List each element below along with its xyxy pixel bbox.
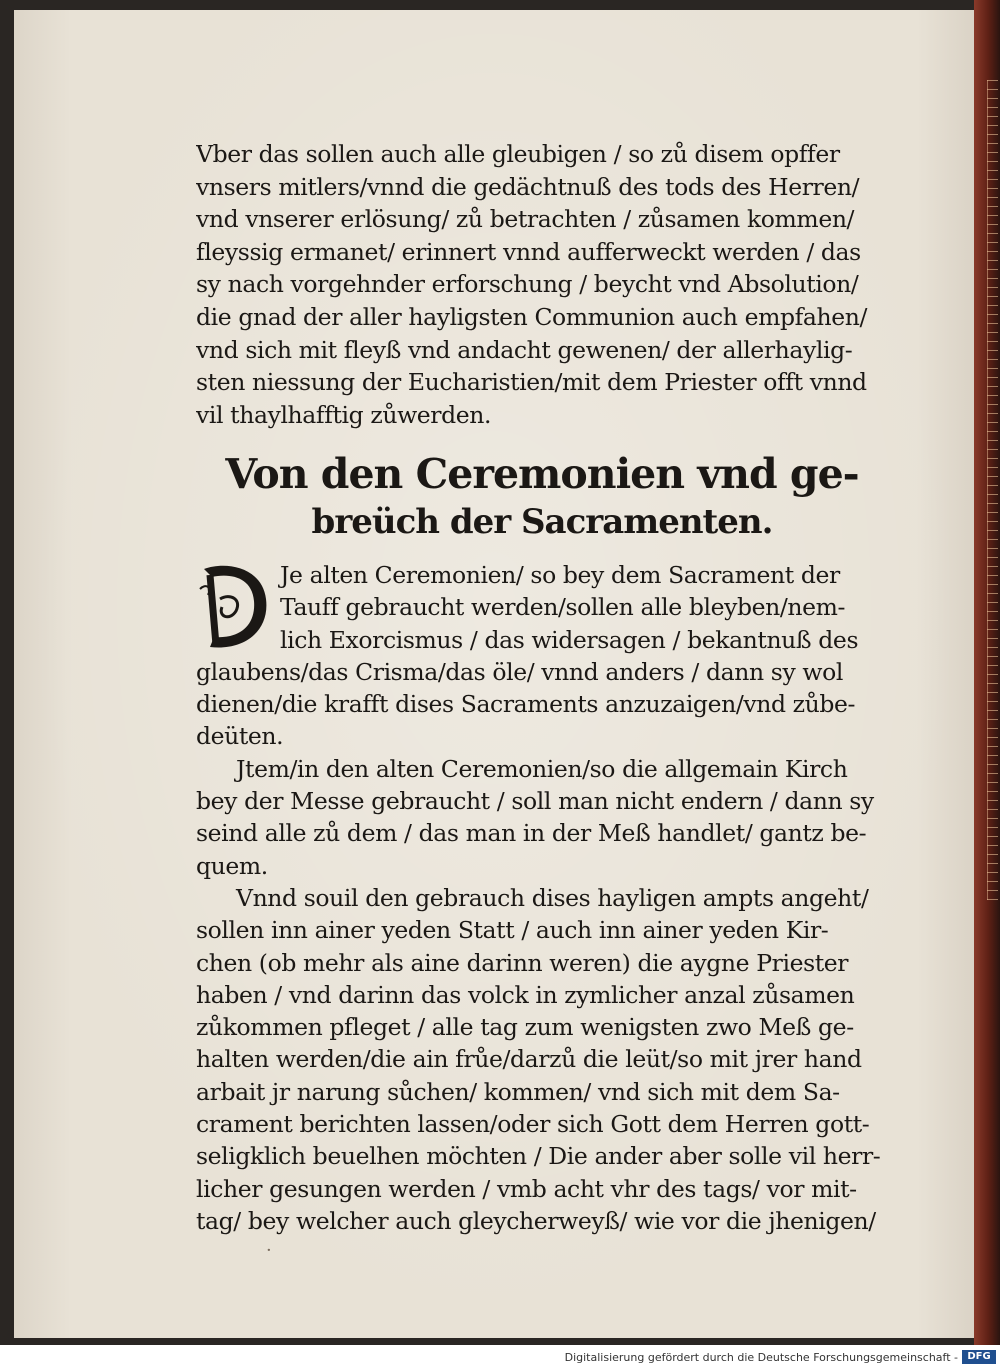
- footer-bar: [0, 1345, 1000, 1369]
- text-line: die gnad der aller hayligsten Communion auch empfahen/: [196, 302, 868, 331]
- text-line: bey der Messe gebraucht / soll man nicht endern / dann sy: [196, 787, 874, 816]
- text-line: sollen inn ainer yeden Statt / auch inn ainer yeden Kir-: [196, 916, 829, 945]
- text-line: seind alle zů dem / das man in der Meß handlet/ gantz be-: [196, 819, 867, 848]
- heading-line: breüch der Sacramenten.: [311, 502, 773, 542]
- text-line: vnd sich mit fleyß vnd andacht gewenen/ der allerhaylig-: [196, 335, 853, 364]
- text-line: Jtem/in den alten Ceremonien/so die allgemain Kirch: [236, 754, 848, 783]
- text-line: Tauff gebraucht werden/sollen alle bleyben/nem-: [280, 593, 846, 622]
- text-line: glaubens/das Crisma/das öle/ vnnd anders / dann sy wol: [196, 657, 843, 686]
- text-line: sy nach vorgehnder erforschung / beycht vnd Absolution/: [196, 270, 859, 299]
- ornamental-initial-d: [196, 559, 274, 655]
- heading-line: Von den Ceremonien vnd ge-: [225, 450, 859, 498]
- text-line: arbait jr narung sůchen/ kommen/ vnd sich mit dem Sa-: [196, 1077, 840, 1106]
- text-line: tag/ bey welcher auch gleycherweyß/ wie vor die jhenigen/: [196, 1206, 876, 1235]
- text-line: halten werden/die ain frůe/darzů die leüt/so mit jrer hand: [196, 1045, 862, 1074]
- text-line: quem.: [196, 851, 268, 880]
- text-line: chen (ob mehr als aine darinn weren) die aygne Priester: [196, 948, 849, 977]
- text-line: fleyssig ermanet/ erinnert vnnd aufferweckt werden / das: [196, 237, 861, 266]
- text-line: vil thaylhafftig zůwerden.: [196, 400, 492, 429]
- text-line: sten niessung der Eucharistien/mit dem Priester offt vnnd: [196, 368, 867, 397]
- section-heading: [196, 448, 888, 544]
- text-line: haben / vnd darinn das volck in zymlicher anzal zůsamen: [196, 980, 855, 1009]
- dfg-logo: DFG: [962, 1350, 996, 1364]
- section-body: [196, 559, 888, 1237]
- text-line: lich Exorcismus / das widersagen / bekantnuß des: [280, 625, 859, 654]
- paper-speck: ·: [266, 1240, 272, 1261]
- body-paragraph: [196, 138, 888, 431]
- text-line: vnd vnserer erlösung/ zů betrachten / zůsamen kommen/: [196, 205, 855, 234]
- text-line: Vber das sollen auch alle gleubigen / so zů disem opffer: [196, 140, 840, 168]
- book-binding-edge: [974, 0, 1000, 1345]
- text-line: Je alten Ceremonien/ so bey dem Sacrament der: [280, 561, 840, 589]
- text-line: deüten.: [196, 722, 284, 751]
- text-line: vnsers mitlers/vnnd die gedächtnuß des tods des Herren/: [196, 172, 860, 201]
- digitization-credit: Digitalisierung gefördert durch die Deutsche Forschungsgemeinschaft -: [564, 1351, 958, 1364]
- text-line: crament berichten lassen/oder sich Gott dem Herren gott-: [196, 1110, 870, 1139]
- text-line: seligklich beuelhen möchten / Die ander aber solle vil herr-: [196, 1142, 881, 1171]
- text-line: dienen/die krafft dises Sacraments anzuzaigen/vnd zůbe-: [196, 690, 856, 719]
- text-line: licher gesungen werden / vmb acht vhr des tags/ vor mit-: [196, 1174, 857, 1203]
- text-line: zůkommen pfleget / alle tag zum wenigsten zwo Meß ge-: [196, 1013, 854, 1042]
- text-line: Vnnd souil den gebrauch dises hayligen ampts angeht/: [236, 883, 869, 912]
- ruler-marks: [987, 80, 998, 900]
